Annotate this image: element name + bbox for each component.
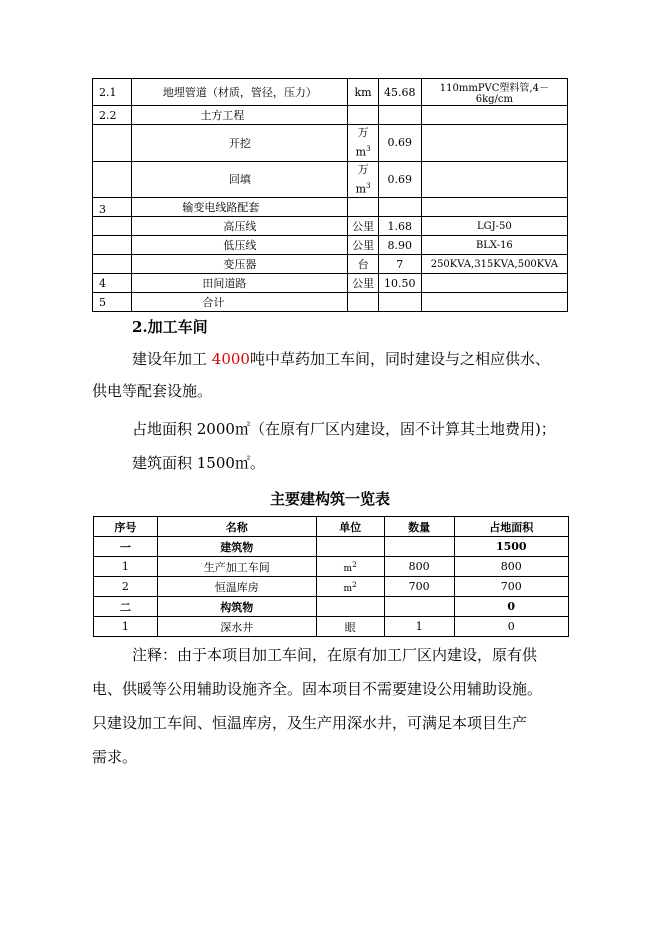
header-cell: 名称 <box>157 517 316 537</box>
cell-unit: 眼 <box>316 617 384 637</box>
cell-no: 1 <box>94 617 158 637</box>
highlighted-number: 4000 <box>211 350 250 368</box>
cell-no: 3 <box>93 198 132 217</box>
cell-name: 恒温库房 <box>157 577 316 597</box>
cell-note: 250KVA,315KVA,500KVA <box>421 255 567 274</box>
cell-note <box>421 106 567 125</box>
table-row <box>93 125 568 162</box>
cell-unit <box>316 597 384 617</box>
unit-bottom: $m^3$ <box>355 181 371 196</box>
table-row <box>93 274 568 293</box>
table-row <box>93 217 568 236</box>
table-row <box>93 106 568 125</box>
header-cell: 序号 <box>94 517 158 537</box>
cell-name: 土方工程 <box>132 106 348 125</box>
table-row <box>93 236 568 255</box>
unit-top: 万 <box>357 162 369 176</box>
cell-name: 建筑物 <box>157 537 316 557</box>
cell-no <box>93 236 132 255</box>
table-row <box>94 617 569 637</box>
cell-no <box>93 217 132 236</box>
paragraph: 占地面积 2000㎡（在原有厂区内建设，固不计算其土地费用)； <box>132 420 556 438</box>
cell-no: 4 <box>93 274 132 293</box>
table-row <box>93 255 568 274</box>
cell-unit: 公里 <box>348 236 378 255</box>
cell-area: 800 <box>454 557 568 577</box>
cell-unit: $m^2$ <box>316 557 384 577</box>
table-row <box>93 161 568 198</box>
cell-unit: 公里 <box>348 274 378 293</box>
cell-no: 二 <box>94 597 158 617</box>
cell-qty <box>378 106 421 125</box>
note-line: 需求。 <box>92 748 138 766</box>
cell-qty: 1 <box>384 617 454 637</box>
cell-unit <box>316 537 384 557</box>
cell-unit <box>348 198 378 217</box>
cell-unit: 公里 <box>348 217 378 236</box>
cell-unit <box>348 293 378 312</box>
cell-name: 变压器 <box>132 255 348 274</box>
cell-qty <box>384 597 454 617</box>
paragraph: 建设年加工 4000吨中草药加工车间，同时建设与之相应供水、 <box>132 350 550 368</box>
cell-name: 高压线 <box>132 217 348 236</box>
table-title: 主要建构筑一览表 <box>270 490 391 508</box>
cell-note <box>421 125 567 162</box>
infrastructure-table <box>92 78 568 312</box>
cell-no: 2.1 <box>93 79 132 106</box>
table-header-row <box>94 517 569 537</box>
section-heading: 2.加工车间 <box>132 318 208 336</box>
header-cell: 数量 <box>384 517 454 537</box>
cell-qty: 7 <box>378 255 421 274</box>
buildings-table <box>93 516 569 637</box>
paragraph: 建筑面积 1500㎡。 <box>132 454 265 472</box>
cell-name: 地埋管道（材质，管径，压力） <box>132 79 348 106</box>
cell-qty <box>384 537 454 557</box>
cell-note: BLX-16 <box>421 236 567 255</box>
table-row <box>94 577 569 597</box>
cell-name: 田间道路 <box>132 274 348 293</box>
cell-unit <box>348 106 378 125</box>
cell-qty: 1.68 <box>378 217 421 236</box>
cell-note <box>421 198 567 217</box>
cell-name: 开挖 <box>132 125 348 162</box>
header-cell: 占地面积 <box>454 517 568 537</box>
cell-no <box>93 255 132 274</box>
cell-note <box>421 274 567 293</box>
cell-unit: $m^2$ <box>316 577 384 597</box>
cell-no: 1 <box>94 557 158 577</box>
cell-qty: 0.69 <box>378 125 421 162</box>
cell-name: 回填 <box>132 161 348 198</box>
table-row <box>94 537 569 557</box>
paragraph: 供电等配套设施。 <box>92 382 213 400</box>
cell-qty: 10.50 <box>378 274 421 293</box>
unit-bottom: $m^3$ <box>355 145 371 159</box>
cell-note <box>421 293 567 312</box>
cell-qty: 700 <box>384 577 454 597</box>
cell-unit: 台 <box>348 255 378 274</box>
table-row <box>93 79 568 106</box>
cell-qty: 0.69 <box>378 161 421 198</box>
table-row <box>93 198 568 217</box>
cell-name: 深水井 <box>157 617 316 637</box>
cell-unit <box>348 125 378 162</box>
cell-name: 低压线 <box>132 236 348 255</box>
table-row <box>94 557 569 577</box>
cell-no <box>93 161 132 198</box>
table-row <box>93 293 568 312</box>
cell-note: LGJ-50 <box>421 217 567 236</box>
cell-qty: 800 <box>384 557 454 577</box>
note-line: 电、供暖等公用辅助设施齐全。固本项目不需要建设公用辅助设施。 <box>92 680 543 698</box>
cell-area: 1500 <box>454 537 568 557</box>
cell-area: 0 <box>454 597 568 617</box>
note-line: 注释：由于本项目加工车间，在原有加工厂区内建设，原有供 <box>132 646 538 664</box>
note-line: 只建设加工车间、恒温库房，及生产用深水井，可满足本项目生产 <box>92 714 528 732</box>
cell-name: 生产加工车间 <box>157 557 316 577</box>
unit-top: 万 <box>357 126 369 139</box>
cell-note <box>421 161 567 198</box>
cell-qty <box>378 198 421 217</box>
header-cell: 单位 <box>316 517 384 537</box>
cell-name: 合计 <box>132 293 348 312</box>
cell-no: 一 <box>94 537 158 557</box>
cell-unit: km <box>348 79 378 106</box>
cell-unit <box>348 161 378 198</box>
cell-area: 700 <box>454 577 568 597</box>
cell-qty <box>378 293 421 312</box>
cell-note: 110mmPVC塑料管,4－6kg/cm <box>421 79 567 106</box>
cell-no: 2 <box>94 577 158 597</box>
cell-no: 5 <box>93 293 132 312</box>
table-row <box>94 597 569 617</box>
cell-name: 构筑物 <box>157 597 316 617</box>
cell-qty: 8.90 <box>378 236 421 255</box>
cell-name: 输变电线路配套 <box>132 198 348 217</box>
cell-area: 0 <box>454 617 568 637</box>
cell-no: 2.2 <box>93 106 132 125</box>
cell-qty: 45.68 <box>378 79 421 106</box>
cell-no <box>93 125 132 162</box>
